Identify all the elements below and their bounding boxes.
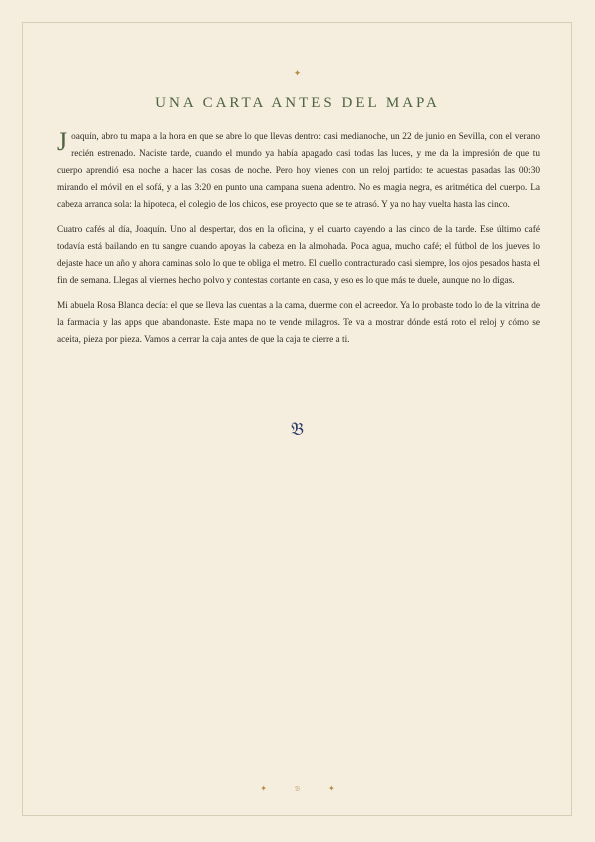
paragraph-1 (57, 129, 540, 214)
top-star-icon: ✦ (293, 68, 302, 78)
dropcap-initial: J (57, 127, 68, 156)
paragraph-3: Mi abuela Rosa Blanca decía: el que se lleva las cuentas a la cama, duerme con el acreedor. Ya lo probaste todo lo de la vitrina de la farmacia y las apps que abandonaste. Este mapa no te vende milagros. Te va a mostrar dónde está roto el reloj y cómo se aceita, pieza por pieza. Vamos a cerrar la caja antes de que la caja te cierre a ti. (57, 301, 540, 345)
letter-body (57, 129, 540, 357)
monogram-seal-icon: 𝔅 (291, 419, 304, 439)
page-footer (0, 784, 595, 794)
right-footer-star-icon: ✦ (328, 784, 335, 793)
left-footer-star-icon: ✦ (260, 784, 267, 793)
page-number-monogram: 𝔅 (294, 785, 301, 793)
paragraph-2: Cuatro cafés al día, Joaquín. Uno al despertar, dos en la oficina, y el cuarto cayendo a las cinco de la tarde. Ese último café todavía está bailando en tu sangre cuando apoyas la cabeza en la almohada. Poca agua, mucho café; el fútbol de los jueves lo dejaste hace un año y ahora caminas solo lo que te obliga el metro. El cuello contracturado casi siempre, los ojos pesados hasta el fin de semana. Llegas al viernes hecho polvo y contestas cortante en casa, y eso es lo que más te duele, aunque no lo digas. (57, 225, 540, 286)
paragraph-1-text: oaquín, abro tu mapa a la hora en que se abre lo que llevas dentro: casi medianoche, un 22 de junio en Sevilla, con el verano recién estrenado. Naciste tarde, cuando el mundo ya había apagado casi todas las luces, y me da la impresión de que tu cuerpo aprendió esa noche a hacer las cosas de noche. Pero hoy vienes con un reloj partido: te acuestas pasadas las 00:30 mirando el móvil en el sofá, y a las 3:20 en punto una campana suena adentro. No es magia negra, es aritmética del cuerpo. La cabeza arranca sola: la hipoteca, el colegio de los chicos, ese proyecto que se te atrasó. Y ya no hay vuelta hasta las cinco. (57, 132, 540, 210)
letter-title: UNA CARTA ANTES DEL MAPA (155, 95, 440, 111)
